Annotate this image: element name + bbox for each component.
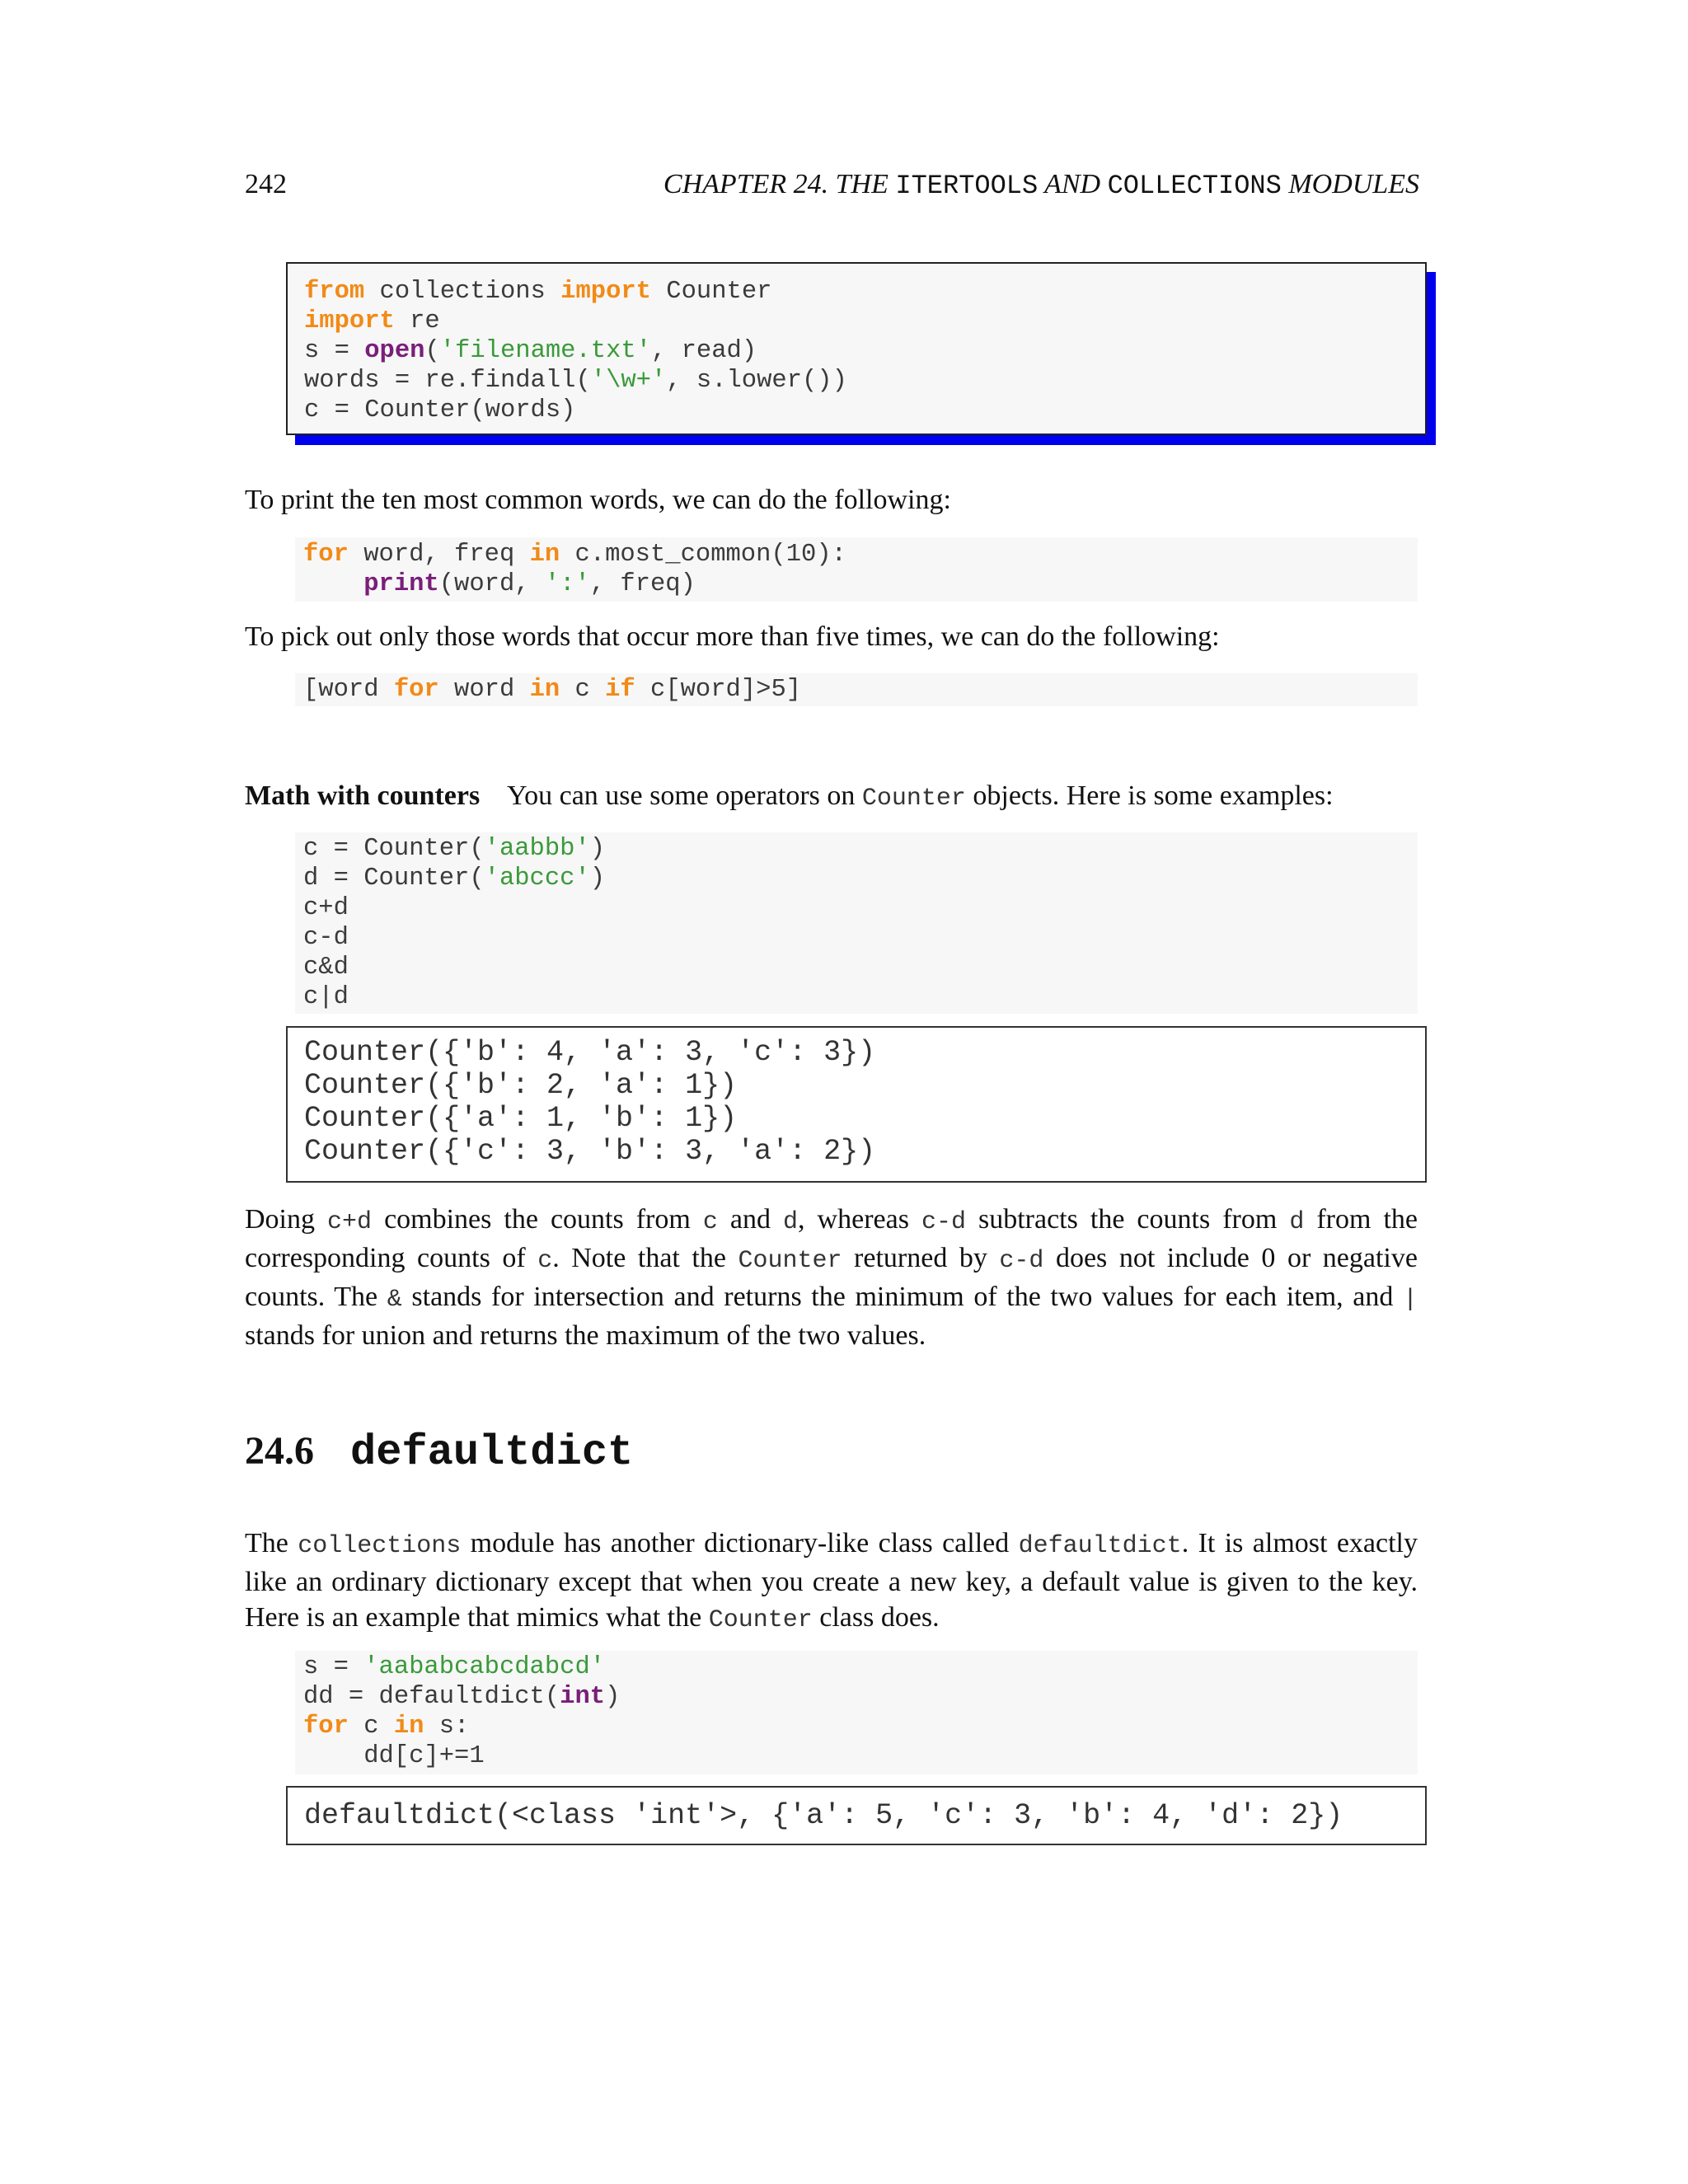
code-block-defaultdict bbox=[295, 1651, 1418, 1774]
paragraph-more-than-five: To pick out only those words that occur more than five times, we can do the following: bbox=[245, 621, 1220, 652]
code-text: , s.lower()) bbox=[666, 367, 847, 395]
running-header bbox=[663, 169, 1419, 201]
text-run: . It is almost exactly like an ordinary dictionary except that when you create a new key, a default value is given to the key. Here is an example that mimics what the bbox=[245, 1528, 1418, 1633]
code-keyword: in bbox=[529, 676, 560, 704]
code-line bbox=[303, 834, 1418, 864]
inline-code: c-d bbox=[999, 1247, 1044, 1275]
code-string: 'aababcabcdabcd' bbox=[363, 1653, 606, 1681]
code-string: 'filename.txt' bbox=[439, 337, 651, 365]
code-line bbox=[303, 982, 1418, 1012]
code-block-counter-math bbox=[295, 832, 1418, 1014]
text-run: module has another dictionary-like class called bbox=[461, 1528, 1019, 1558]
code-keyword: in bbox=[393, 1713, 424, 1741]
code-text: dd = defaultdict( bbox=[303, 1683, 560, 1711]
code-block-list-comprehension bbox=[295, 673, 1418, 706]
text-run: The bbox=[245, 1528, 298, 1558]
code-text: c+d bbox=[303, 894, 349, 922]
code-text: ) bbox=[605, 1683, 621, 1711]
code-text: Counter bbox=[651, 278, 772, 306]
paragraph-defaultdict-intro bbox=[245, 1526, 1418, 1638]
text-run: and bbox=[717, 1204, 784, 1235]
text-run: subtracts the counts from bbox=[965, 1204, 1290, 1235]
paragraph-most-common: To print the ten most common words, we can do the following: bbox=[245, 485, 951, 515]
output-line: Counter({'c': 3, 'b': 3, 'a': 2}) bbox=[304, 1135, 876, 1168]
code-line bbox=[304, 307, 1425, 336]
code-text: s: bbox=[424, 1713, 470, 1741]
code-text: re bbox=[394, 307, 440, 335]
code-text: c-d bbox=[303, 924, 349, 952]
code-text: c.most_common(10): bbox=[560, 541, 846, 569]
output-line: Counter({'b': 4, 'a': 3, 'c': 3}) bbox=[304, 1036, 876, 1069]
code-text: c = Counter( bbox=[303, 835, 485, 863]
code-text: [word bbox=[303, 676, 394, 704]
inline-code: defaultdict bbox=[1018, 1532, 1182, 1560]
code-text: dd[c]+=1 bbox=[303, 1742, 485, 1770]
inline-code: Counter bbox=[861, 785, 966, 813]
text-run: class does. bbox=[812, 1602, 940, 1633]
code-line bbox=[303, 1741, 1418, 1771]
code-line bbox=[304, 366, 1425, 396]
code-line bbox=[303, 923, 1418, 953]
code-keyword: for bbox=[393, 676, 439, 704]
inline-code: c bbox=[702, 1208, 718, 1236]
code-line bbox=[303, 953, 1418, 982]
text-run: , whereas bbox=[798, 1204, 921, 1235]
code-text: word, freq bbox=[348, 541, 530, 569]
code-text: c&d bbox=[303, 954, 349, 982]
code-keyword: from bbox=[304, 278, 365, 306]
code-text: ) bbox=[589, 835, 606, 863]
code-text: ( bbox=[424, 337, 440, 365]
paragraph-counter-operations bbox=[245, 1202, 1418, 1353]
code-builtin: int bbox=[560, 1683, 606, 1711]
text-run: stands for union and returns the maximum of the two values. bbox=[245, 1320, 926, 1351]
code-text: c|d bbox=[303, 983, 349, 1011]
text-run: . Note that the bbox=[552, 1243, 738, 1273]
code-line bbox=[303, 1712, 1418, 1741]
code-line bbox=[304, 336, 1425, 366]
output-line: defaultdict(<class 'int'>, {'a': 5, 'c': 3, 'b': 4, 'd': 2}) bbox=[304, 1799, 1343, 1832]
code-string: 'aabbb' bbox=[484, 835, 590, 863]
inline-code: collections bbox=[298, 1532, 462, 1560]
code-line bbox=[303, 569, 1418, 599]
inline-code: c+d bbox=[327, 1208, 373, 1236]
code-text: c[word]>5] bbox=[635, 676, 802, 704]
page-number: 242 bbox=[245, 169, 287, 199]
code-text: s = bbox=[304, 337, 365, 365]
code-text: , freq) bbox=[589, 570, 696, 598]
code-builtin: print bbox=[363, 570, 439, 598]
paragraph-run-in-heading: Math with counters bbox=[245, 780, 481, 811]
code-text: d = Counter( bbox=[303, 865, 485, 893]
inline-code: d bbox=[1289, 1208, 1305, 1236]
code-text: , read) bbox=[651, 337, 757, 365]
inline-code: c bbox=[537, 1247, 553, 1275]
code-keyword: import bbox=[560, 278, 651, 306]
header-chapter-prefix: CHAPTER 24. THE bbox=[663, 169, 896, 199]
code-line bbox=[303, 864, 1418, 893]
paragraph-math-with-counters bbox=[245, 778, 1418, 817]
text-run: returned by bbox=[842, 1243, 1000, 1273]
section-heading bbox=[245, 1428, 633, 1477]
text-run: objects. Here is some examples: bbox=[965, 780, 1334, 811]
code-keyword: in bbox=[529, 541, 560, 569]
output-box-defaultdict bbox=[286, 1786, 1427, 1845]
code-line bbox=[303, 540, 1418, 569]
header-and: AND bbox=[1038, 169, 1108, 199]
code-string: 'abccc' bbox=[484, 865, 590, 893]
code-line bbox=[303, 1652, 1418, 1682]
code-text: word bbox=[438, 676, 530, 704]
text-run: combines the counts from bbox=[372, 1204, 703, 1235]
code-text bbox=[303, 570, 363, 598]
code-text: (word, bbox=[438, 570, 545, 598]
section-title: defaultdict bbox=[350, 1428, 634, 1477]
section-number: 24.6 bbox=[245, 1429, 314, 1473]
code-keyword: for bbox=[303, 1713, 349, 1741]
code-line bbox=[303, 1682, 1418, 1712]
inline-code: c-d bbox=[921, 1208, 966, 1236]
code-keyword: if bbox=[605, 676, 635, 704]
code-text: c bbox=[348, 1713, 394, 1741]
code-text: ) bbox=[589, 865, 606, 893]
inline-code: & bbox=[387, 1286, 402, 1314]
inline-code: Counter bbox=[738, 1247, 842, 1275]
header-module-collections: COLLECTIONS bbox=[1107, 171, 1282, 201]
code-builtin: open bbox=[364, 337, 425, 365]
code-text: c bbox=[560, 676, 606, 704]
output-line: Counter({'b': 2, 'a': 1}) bbox=[304, 1069, 738, 1102]
header-module-itertools: ITERTOOLS bbox=[895, 171, 1039, 201]
code-string: '\w+' bbox=[590, 367, 667, 395]
output-line: Counter({'a': 1, 'b': 1}) bbox=[304, 1102, 738, 1135]
code-line bbox=[303, 675, 1418, 705]
code-keyword: for bbox=[303, 541, 349, 569]
code-line bbox=[304, 396, 1425, 425]
text-run: stands for intersection and returns the minimum of the two values for each item, and bbox=[401, 1282, 1403, 1312]
code-text: s = bbox=[303, 1653, 364, 1681]
code-text: collections bbox=[364, 278, 561, 306]
inline-code: d bbox=[783, 1208, 799, 1236]
code-line bbox=[303, 893, 1418, 923]
text-run: You can use some operators on bbox=[506, 780, 862, 811]
header-suffix: MODULES bbox=[1281, 169, 1419, 199]
text-run: does not include 0 or negative counts. The bbox=[245, 1243, 1418, 1312]
code-text: c = Counter(words) bbox=[304, 396, 576, 424]
output-box-counter-math bbox=[286, 1026, 1427, 1183]
inline-code: Counter bbox=[708, 1606, 813, 1634]
code-string: ':' bbox=[544, 570, 590, 598]
code-block-counter-setup bbox=[286, 262, 1427, 435]
inline-code: | bbox=[1402, 1286, 1418, 1314]
code-keyword: import bbox=[304, 307, 395, 335]
code-line bbox=[304, 277, 1425, 307]
text-run: Doing bbox=[245, 1204, 328, 1235]
code-text: words = re.findall( bbox=[304, 367, 591, 395]
code-block-most-common bbox=[295, 537, 1418, 602]
text-run: from the corresponding counts of bbox=[245, 1204, 1418, 1273]
